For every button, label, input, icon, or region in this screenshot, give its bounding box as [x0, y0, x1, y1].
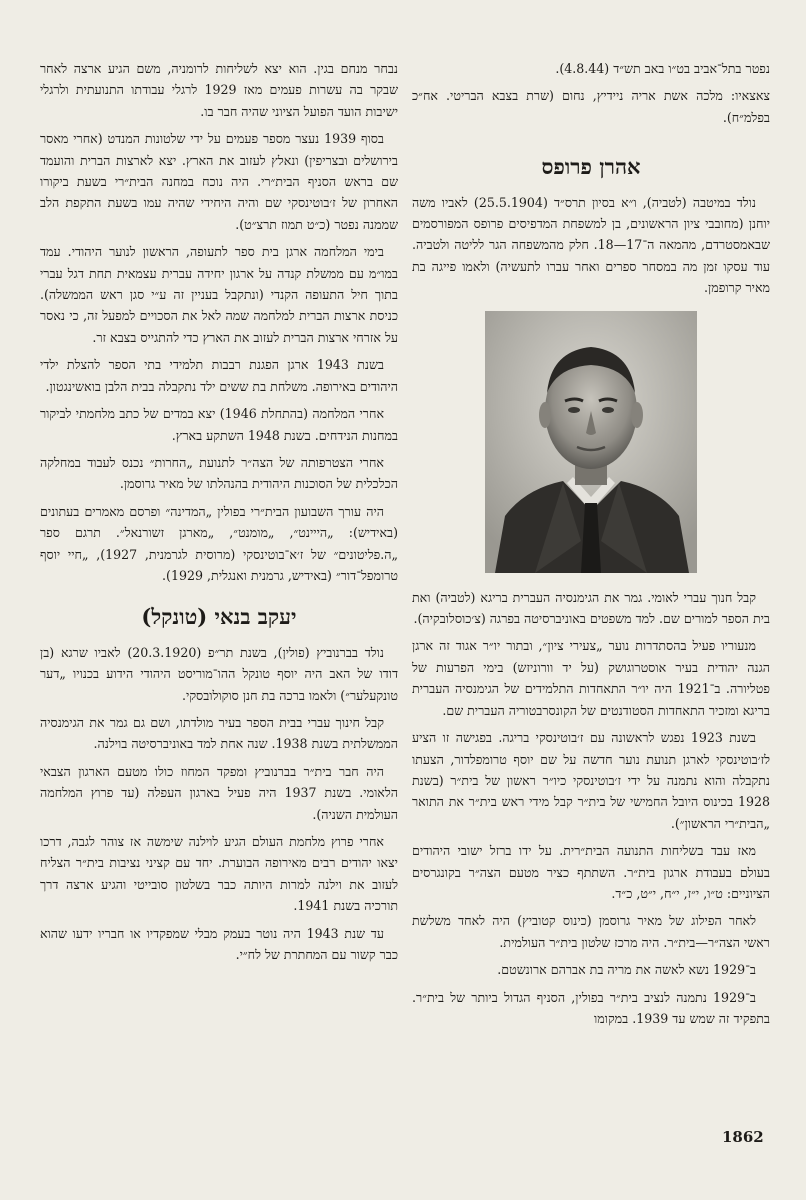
paragraph: נולד במיטבה (לטביה), ו״א בסיון תרס״ד (25.5.1904) לאביו משה יוחנן (מחובבי ציון הראשונים, בן למשפחת המדפיסים פרופס המפורסמים שבאמסטרדם, מהמאה ה־17—18. חלק מהמשפחה הגר לליטה ולטביה. עוד עסקו זמן מה במסחר ספרים ואחר עברו לתעשיה) ולאמו פייגה בת מאיר קרופמן. [412, 194, 770, 296]
portrait-photo [485, 311, 697, 573]
paragraph: לאחר הפילוג של מאיר גרוסמן (כינוס קטוביץ) היה לאחד משלשת ראשי הצה״ר—בית״ר. היה מרכז שלטון בית״ר העולמית. [412, 913, 770, 950]
right-column [412, 58, 770, 1035]
section-heading-aharon-propes: אהרן פרופס [541, 154, 641, 180]
paragraph: עד שנת 1943 היה נוטר בעמק מבלי שמפקדיו או חבריו ידעו שהוא כבר קשור עם המחתרת של לח״י. [40, 925, 398, 963]
paragraph: בימי המלחמה ארגן בית ספר לתעופה, הראשון לנוער היהודי. עמד במו״מ עם ממשלת קנדה על ארגון יחידה עברית עצמאית תחת דגל עברי בתוך חיל התעופה הקנדי (ונתקבל בעניין זה ע״י סגן ראש הממשלה). כניסת ארצות הברית למלחמה שמה לאל את הסכויים למפעל זה, כי נאסר על אזרחי ארצות הברית לעזוב את הארץ כדי להתגייס בצבא זר. [40, 244, 398, 345]
paragraph: צאצאיו: מלכה אשת אריה ניידיץ, נחום (שרת בצבא הבריטי. אח״כ בפלמ״ח). [412, 88, 770, 125]
section-heading-yaakov-banai: יעקב בנאי (טונקל) [141, 604, 297, 630]
paragraph: מאז עבד בשליחות התנועה הבית״רית. על ידו ברזל ישובי היהודים בעולם בעבודת ארגון בית״ר. השתתף כציר מטעם הצה״ר בקונגרסים הציוניים: ט״ו, י״ז, י״ח, י״ט, כ״ד. [412, 843, 770, 901]
paragraph: אחרי הצטרפותה של הצה״ר לתנועת „החרות״ נכנס לעבוד במחלקה הכלכלית של הסוכנות היהודית בהנהלתו של מאיר גרוסמן. [40, 454, 398, 492]
paragraph: קבל חינוך עברי בבית הספר בעיר מולדתו, ושם גם גמר את הגימנסיה הממשלתית בשנת 1938. שנה אחת למד באוניברסיטה בוילנה. [40, 714, 398, 752]
paragraph: בסוף 1939 נעצר מספר פעמים על ידי שלטונות המנדט (אחרי מאסר בירושלים ובצריפין) ונאלץ לעזוב את הארץ. יצא לארצות הברית והועמד שם בראש הסניף הבית״רי. היה נוכח במחנה הבית״רי בשעת ביקורו האחרון של ז׳בוטינסקי שם והיה היחידי שהיה עמו בשעת התקפת הלב שממנה נפטר (כ״ט תמוז תרצ״ט). [40, 131, 398, 232]
paragraph: מנעוריו פעיל בהסתדרות נוער „צעירי ציון״, ובתור יו״ר אגוד זה ארגן הגנה יהודית בעיר אוסטרוגושק (על יד וורוניזש) בימי הפרעות של פטליורה. ב־1921 היה יו״ר התאחדות התלמידים של הגימנסיה העברית בריגא ומזכיר התאחדות הסטודנטים של הקונסרבטוריה העברית שם. [412, 638, 770, 718]
portrait-image [485, 311, 697, 573]
paragraph: היה חבר בית״ר בברנוביץ ומפקד המחוז כולו מטעם הארגון הצבאי הלאומי. בשנת 1937 היה פעיל בארגון העפלה (עד פרוץ המלחמה העולמית השניה). [40, 763, 398, 822]
paragraph: נולד בברנוביץ (פולין), בשנת תר״פ (20.3.1920) לאביו שרגא (בן דודו של האב היה יוסף טונקל ההו־מוריסט היהודי הידוע בכנויו „דער טונקעלער״) ולאמו ברכה בת חנן סוקולובסקי. [40, 644, 398, 703]
paragraph: ב־1929 נתמנה לנציב בית״ר בפולין, הסניף הגדול ביותר של בית״ר. בתפקיד זה שמש עד 1939. במקומו [412, 989, 770, 1026]
paragraph: אחרי המלחמה (בהתחלת 1946) יצא במדים של כתב מלחמתי לביקור במחנות הנידחים. בשנת 1948 השתקע בארץ. [40, 406, 398, 443]
paragraph: נבחר מנחם בגין. הוא יצא לשליחות לרומניה, משם הגיע ארצה לאחר שבקר בה עשרות פעמים מאז 1929 לרגלי עבודתו התנועתית ולרגלי ישיבות הועד הפועל הציוני שהיה חבר בו. [40, 61, 398, 119]
page-number: 1862 [722, 1128, 764, 1146]
paragraph: ב־1929 נשא לאשה את מריה בת אברהם ארונשטם. [497, 962, 756, 978]
paragraph: היה עורך השבועון הבית״רי בפולין „המדינה״ ופרסם מאמרים בעתונים (באידיש): „הייינט״, „מומנט״, „מארגן זשורנאל״. תרגם ספר „ה.פליטונים״ של ז׳א־בוטינסקי (מרוסית לגרמנית, 1927), „חיי יוסף טרומפל־דור״ (באידיש, גרמנית ואנגלית, 1929). [40, 503, 398, 583]
paragraph: בשנת 1923 נפגש לראשונה עם ז׳בוטינסקי בריגה. בפגישה זו הציע לז׳בוטינסקי לארגן תנועת נוער חדשה על שם יוסף טרומפלדור, הצעתו נתקבלה והוא נתמנה על ידי ז׳בוטינסקי כיו״ר ראשון של בית״ר (בשנת 1928 בכינוס היובל החמישי של בית״ר קבל מידי ראש בית״ר את התואר „הבית״רי הראשון״). [412, 730, 770, 831]
paragraph: קבל חנוך עברי לאומי. גמר את הגימנסיה העברית בריגא (לטביה) ואת בית הספר למורים שם. למד משפטים באוניברסיטה בפרגה (צ׳כוסלובקיה). [412, 589, 770, 627]
paragraph: בשנת 1943 ארגן הפגנת רבבות תלמידי בתי הספר להצלת ילדי היהודים באירופה. משלחת בת ששים ילד נתקבלה בבית הלבן בואשינגטון. [40, 357, 398, 394]
paragraph: אחרי פרוץ מלחמת העולם הגיע לוילנה שימשה אז צוהר לגבה, דרכו יצאו יהודים רבים מאירופה הבוערת. יחד עם קציני נציבות בית״ר הצליח לעזוב את וילנה למרות היותה כבר בשלטון סובייטי והגיע ארצה דרך תורכיה בשנת 1941. [40, 834, 398, 914]
left-column [40, 58, 398, 971]
paragraph: נפטר בתל־אביב בט״ו באב תש״ד (4.8.44). [555, 61, 770, 76]
